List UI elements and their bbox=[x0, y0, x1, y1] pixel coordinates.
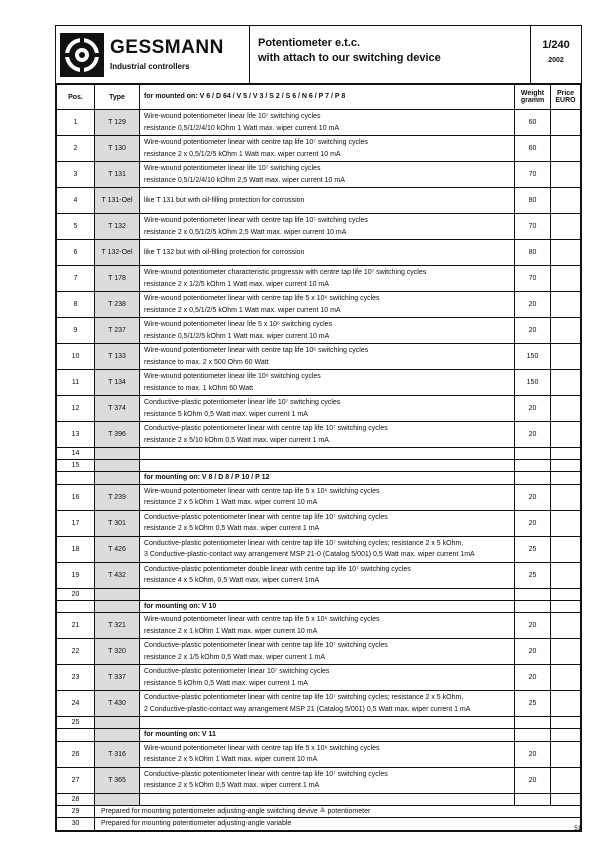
row-price bbox=[551, 396, 581, 422]
row-description-line-1: Conductive-plastic potentiometer linear life 10⁷ switching cycles bbox=[144, 399, 341, 406]
row-type bbox=[95, 448, 140, 460]
row-price bbox=[551, 510, 581, 536]
row-type: T 426 bbox=[95, 536, 140, 562]
row-weight bbox=[515, 588, 551, 600]
row-description-line-2: 2 Conductive-plastic-contact way arrangement MSP 21 (Catalog 5/001) 0,5 Watt max. wiper current 1 mA bbox=[144, 705, 471, 713]
table-header-row bbox=[57, 85, 581, 110]
row-description-line-1: like T 131 but with oil-filling protection for corrossion bbox=[144, 196, 305, 204]
row-type: T 132 bbox=[95, 214, 140, 240]
row-description bbox=[140, 562, 515, 588]
row-price bbox=[551, 717, 581, 729]
table-row-empty bbox=[57, 460, 581, 472]
row-description-line-2: resistance 2 x 5 kOhm 1 Watt max. wiper current 10 mA bbox=[144, 756, 318, 763]
table-row-empty bbox=[57, 448, 581, 460]
table-row bbox=[57, 510, 581, 536]
row-pos: 24 bbox=[57, 691, 95, 717]
row-price bbox=[551, 370, 581, 396]
row-pos: 28 bbox=[57, 793, 95, 805]
row-pos bbox=[57, 472, 95, 485]
row-type: T 132-Oel bbox=[95, 240, 140, 266]
row-pos: 6 bbox=[57, 240, 95, 266]
row-pos: 25 bbox=[57, 717, 95, 729]
row-weight: 20 bbox=[515, 741, 551, 767]
row-type: T 178 bbox=[95, 266, 140, 292]
row-description-line-2: resistance 5 kOhm 0,5 Watt max. wiper current 1 mA bbox=[144, 679, 308, 687]
table-body bbox=[57, 110, 581, 831]
section-heading: for mounting on: V 10 bbox=[140, 600, 515, 613]
row-description-line-1: Conductive-plastic potentiometer linear 10⁷ switching cycles bbox=[144, 668, 330, 675]
row-price bbox=[551, 448, 581, 460]
table-row bbox=[57, 613, 581, 639]
row-pos: 7 bbox=[57, 266, 95, 292]
section-heading-row bbox=[57, 729, 581, 742]
row-pos: 2 bbox=[57, 136, 95, 162]
row-description bbox=[140, 448, 515, 460]
row-description bbox=[140, 370, 515, 396]
row-type: T 131 bbox=[95, 162, 140, 188]
row-description bbox=[140, 214, 515, 240]
row-type bbox=[95, 600, 140, 613]
row-type bbox=[95, 793, 140, 805]
row-type: T 430 bbox=[95, 691, 140, 717]
row-description bbox=[140, 396, 515, 422]
row-pos: 15 bbox=[57, 460, 95, 472]
row-description bbox=[140, 613, 515, 639]
section-heading: for mounting on: V 8 / D 8 / P 10 / P 12 bbox=[140, 472, 515, 485]
row-weight: 150 bbox=[515, 344, 551, 370]
row-description bbox=[140, 188, 515, 214]
table-row bbox=[57, 292, 581, 318]
table-row bbox=[57, 639, 581, 665]
row-description-line-1: Wire-wound potentiometer linear with centre tap life 10⁶ switching cycles bbox=[144, 347, 369, 354]
row-price bbox=[551, 613, 581, 639]
row-type: T 321 bbox=[95, 613, 140, 639]
table-row bbox=[57, 767, 581, 793]
row-description bbox=[140, 266, 515, 292]
row-type: T 337 bbox=[95, 665, 140, 691]
row-pos: 16 bbox=[57, 484, 95, 510]
row-description-line-1: Conductive-plastic potentiometer linear with centre tap life 10⁷ switching cycles bbox=[144, 770, 388, 778]
row-description bbox=[140, 292, 515, 318]
row-price bbox=[551, 588, 581, 600]
row-description-line-1: Wire-wound potentiometer linear with centre tap life 5 x 10⁶ switching cycles bbox=[144, 487, 380, 495]
row-price bbox=[551, 344, 581, 370]
row-pos: 22 bbox=[57, 639, 95, 665]
row-pos: 30 bbox=[57, 818, 95, 831]
col-price-header: Price EURO bbox=[551, 85, 581, 110]
table-row-empty bbox=[57, 717, 581, 729]
row-type bbox=[95, 460, 140, 472]
row-description-line-1: Wire-wound potentiometer linear life 5 x 10⁶ switching cycles bbox=[144, 321, 333, 328]
row-description-line-1: Conductive-plastic potentiometer linear with centre tap life 10⁷ switching cycles; resistance 2 x 5 kOhm, bbox=[144, 539, 464, 547]
row-weight: 150 bbox=[515, 370, 551, 396]
row-type: T 130 bbox=[95, 136, 140, 162]
row-description-line-2: resistance 0,5/1/2/5 kOhm 1 Watt max. wiper current 10 mA bbox=[144, 332, 330, 340]
row-description-line-2: resistance 2 x 1/5 kOhm 0,5 Watt max. wiper current 1 mA bbox=[144, 653, 326, 661]
row-price bbox=[551, 136, 581, 162]
table-row bbox=[57, 691, 581, 717]
row-description-line-2: resistance 4 x 5 kOhm, 0,5 Watt max. wiper current 1mA bbox=[144, 577, 320, 584]
row-description-line-1: Wire-wound potentiometer linear with centre tap life 10⁷ switching cycles bbox=[144, 217, 368, 224]
row-price bbox=[551, 460, 581, 472]
row-weight: 60 bbox=[515, 136, 551, 162]
row-description-line-2: resistance 2 x 0,5/1/2/5 kOhm 1 Watt max. wiper current 10 mA bbox=[144, 306, 341, 314]
row-pos: 21 bbox=[57, 613, 95, 639]
row-description bbox=[140, 588, 515, 600]
table-row bbox=[57, 536, 581, 562]
row-weight: 70 bbox=[515, 266, 551, 292]
row-description bbox=[140, 162, 515, 188]
row-description bbox=[140, 240, 515, 266]
row-type: T 133 bbox=[95, 344, 140, 370]
table-row bbox=[57, 665, 581, 691]
row-description bbox=[140, 110, 515, 136]
table-row bbox=[57, 562, 581, 588]
row-pos: 9 bbox=[57, 318, 95, 344]
row-weight bbox=[515, 717, 551, 729]
brand-subtitle: Industrial controllers bbox=[110, 62, 190, 71]
row-description bbox=[140, 717, 515, 729]
row-type: T 131-Oel bbox=[95, 188, 140, 214]
row-description-line-2: resistance 0,5/1/2/4/10 kOhm 1 Watt max. wiper current 10 mA bbox=[144, 124, 340, 132]
row-price bbox=[551, 665, 581, 691]
row-weight bbox=[515, 600, 551, 613]
row-pos: 8 bbox=[57, 292, 95, 318]
row-price bbox=[551, 729, 581, 742]
row-type: T 134 bbox=[95, 370, 140, 396]
row-price bbox=[551, 741, 581, 767]
row-pos: 20 bbox=[57, 588, 95, 600]
row-price bbox=[551, 318, 581, 344]
row-type: T 316 bbox=[95, 741, 140, 767]
row-description bbox=[140, 793, 515, 805]
section-heading-row bbox=[57, 600, 581, 613]
brand-name: GESSMANN bbox=[110, 37, 224, 58]
row-pos: 19 bbox=[57, 562, 95, 588]
row-description-line-1: Wire-wound potentiometer linear life 10⁷ switching cycles bbox=[144, 113, 321, 120]
row-weight bbox=[515, 472, 551, 485]
row-description bbox=[140, 344, 515, 370]
row-description-line-2: resistance 2 x 1 kOhm 1 Watt max. wiper current 10 mA bbox=[144, 627, 318, 635]
row-weight bbox=[515, 793, 551, 805]
row-description-line-1: Conductive-plastic potentiometer linear with centre tap life 10⁷ switching cycles bbox=[144, 513, 388, 521]
row-description-line-2: resistance 2 x 0,5/1/2/5 kOhm 1 Watt max. wiper current 10 mA bbox=[144, 150, 341, 158]
row-weight bbox=[515, 729, 551, 742]
row-description-line-2: resistance to max. 1 kOhm 60 Watt bbox=[144, 384, 254, 392]
row-weight: 20 bbox=[515, 318, 551, 344]
row-description-line-1: Wire-wound potentiometer linear with centre tap life 5 x 10⁶ switching cycles bbox=[144, 616, 380, 623]
table-row bbox=[57, 344, 581, 370]
row-type: T 301 bbox=[95, 510, 140, 536]
row-description-line-1: Conductive-plastic potentiometer linear with centre tap life 10⁷ switching cycles; resistance 2 x 5 kOhm, bbox=[144, 694, 464, 701]
table-row-empty bbox=[57, 588, 581, 600]
row-weight: 20 bbox=[515, 422, 551, 448]
row-price bbox=[551, 767, 581, 793]
note-row bbox=[57, 805, 581, 818]
row-description-line-1: Wire-wound potentiometer linear life 10⁶ switching cycles bbox=[144, 373, 321, 380]
table-row bbox=[57, 318, 581, 344]
row-pos: 10 bbox=[57, 344, 95, 370]
row-weight: 80 bbox=[515, 188, 551, 214]
product-table bbox=[56, 84, 581, 831]
catalog-sheet bbox=[55, 25, 582, 832]
row-note: Prepared for mounting potentiometer adjusting-angle variable bbox=[95, 818, 581, 831]
row-weight bbox=[515, 448, 551, 460]
row-weight: 20 bbox=[515, 484, 551, 510]
row-weight: 25 bbox=[515, 562, 551, 588]
row-weight: 70 bbox=[515, 214, 551, 240]
row-description bbox=[140, 136, 515, 162]
row-type bbox=[95, 729, 140, 742]
row-description-line-2: 3 Conductive-plastic-contact way arrangement MSP 21-0 (Catalog 5/001) 0,5 Watt max. wiper current 1mA bbox=[144, 551, 475, 558]
row-type: T 396 bbox=[95, 422, 140, 448]
row-pos: 13 bbox=[57, 422, 95, 448]
table-row bbox=[57, 484, 581, 510]
catalog-year: 2002 bbox=[548, 57, 564, 64]
catalog-page-number: 1/240 bbox=[542, 39, 570, 51]
table-row bbox=[57, 240, 581, 266]
row-description bbox=[140, 536, 515, 562]
row-description-line-2: resistance 5 kOhm 0,5 Watt max. wiper current 1 mA bbox=[144, 410, 308, 418]
row-weight: 80 bbox=[515, 240, 551, 266]
row-description bbox=[140, 510, 515, 536]
row-weight: 20 bbox=[515, 639, 551, 665]
row-price bbox=[551, 162, 581, 188]
row-description-line-1: Wire-wound potentiometer linear life 10⁷ switching cycles bbox=[144, 165, 321, 172]
row-description-line-1: Conductive-plastic potentiometer linear with centre tap life 10⁷ switching cycles bbox=[144, 642, 388, 649]
row-pos: 29 bbox=[57, 805, 95, 818]
row-type: T 320 bbox=[95, 639, 140, 665]
brand-block bbox=[56, 26, 250, 83]
col-pos-header: Pos. bbox=[57, 85, 95, 110]
row-description bbox=[140, 460, 515, 472]
row-price bbox=[551, 214, 581, 240]
row-price bbox=[551, 240, 581, 266]
row-type: T 365 bbox=[95, 767, 140, 793]
row-weight: 20 bbox=[515, 767, 551, 793]
row-price bbox=[551, 292, 581, 318]
footer-page-number: 51 bbox=[574, 826, 581, 832]
row-price bbox=[551, 536, 581, 562]
row-price bbox=[551, 472, 581, 485]
row-pos bbox=[57, 600, 95, 613]
table-row bbox=[57, 266, 581, 292]
document-title bbox=[250, 26, 531, 83]
row-type: T 239 bbox=[95, 484, 140, 510]
row-description-line-1: Conductive-plastic potentiometer double linear with centre tap life 10⁷ switching cycles bbox=[144, 565, 411, 573]
row-pos: 17 bbox=[57, 510, 95, 536]
row-type: T 129 bbox=[95, 110, 140, 136]
row-pos: 11 bbox=[57, 370, 95, 396]
row-type: T 238 bbox=[95, 292, 140, 318]
table-row bbox=[57, 741, 581, 767]
table-row bbox=[57, 214, 581, 240]
col-type-header: Type bbox=[95, 85, 140, 110]
table-row bbox=[57, 162, 581, 188]
row-weight: 70 bbox=[515, 162, 551, 188]
row-pos: 4 bbox=[57, 188, 95, 214]
row-description-line-1: Conductive-plastic potentiometer linear with centre tap life 10⁷ switching cycles bbox=[144, 425, 388, 432]
row-weight: 25 bbox=[515, 691, 551, 717]
row-pos: 12 bbox=[57, 396, 95, 422]
table-row-empty bbox=[57, 793, 581, 805]
sheet-header bbox=[56, 26, 581, 84]
row-price bbox=[551, 562, 581, 588]
row-description bbox=[140, 318, 515, 344]
row-description-line-2: resistance to max. 2 x 500 Ohm 60 Watt bbox=[144, 358, 269, 366]
row-price bbox=[551, 691, 581, 717]
row-description-line-2: resistance 2 x 1/2/5 kOhm 1 Watt max. wiper current 10 mA bbox=[144, 280, 329, 288]
row-pos: 3 bbox=[57, 162, 95, 188]
row-weight bbox=[515, 460, 551, 472]
row-pos: 1 bbox=[57, 110, 95, 136]
row-description-line-2: resistance 2 x 0,5/1/2/5 kOhm 2,5 Watt max. wiper current 10 mA bbox=[144, 228, 347, 236]
row-pos: 26 bbox=[57, 741, 95, 767]
row-description bbox=[140, 741, 515, 767]
row-description bbox=[140, 691, 515, 717]
table-row bbox=[57, 188, 581, 214]
row-weight: 20 bbox=[515, 613, 551, 639]
col-desc-header: for mounted on: V 6 / D 64 / V 5 / V 3 / S 2 / S 6 / N 6 / P 7 / P 8 bbox=[140, 85, 515, 110]
row-description-line-2: resistance 2 x 5/10 kOhm 0,5 Watt max. wiper current 1 mA bbox=[144, 436, 329, 444]
row-pos: 27 bbox=[57, 767, 95, 793]
row-pos: 18 bbox=[57, 536, 95, 562]
row-price bbox=[551, 422, 581, 448]
row-type bbox=[95, 717, 140, 729]
table-row bbox=[57, 370, 581, 396]
row-pos: 5 bbox=[57, 214, 95, 240]
row-weight: 20 bbox=[515, 396, 551, 422]
row-price bbox=[551, 188, 581, 214]
row-description bbox=[140, 484, 515, 510]
row-price bbox=[551, 600, 581, 613]
row-description-line-1: Wire-wound potentiometer characteristic progressiv with centre tap life 10⁷ switching cycles bbox=[144, 269, 427, 276]
note-row bbox=[57, 818, 581, 831]
row-weight: 20 bbox=[515, 665, 551, 691]
row-description-line-1: Wire-wound potentiometer linear with centre tap life 5 x 10⁶ switching cycles bbox=[144, 744, 380, 752]
row-description-line-2: resistance 0,5/1/2/4/10 kOhm 2,5 Watt max. wiper current 10 mA bbox=[144, 176, 345, 184]
row-type bbox=[95, 472, 140, 485]
row-weight: 20 bbox=[515, 292, 551, 318]
row-weight: 60 bbox=[515, 110, 551, 136]
row-type bbox=[95, 588, 140, 600]
row-pos bbox=[57, 729, 95, 742]
row-weight: 25 bbox=[515, 536, 551, 562]
title-line-1: Potentiometer e.t.c. bbox=[258, 37, 361, 49]
title-line-2: with attach to our switching device bbox=[258, 52, 441, 64]
row-price bbox=[551, 484, 581, 510]
row-pos: 14 bbox=[57, 448, 95, 460]
row-description bbox=[140, 767, 515, 793]
gessmann-logo-icon bbox=[60, 33, 104, 77]
row-description bbox=[140, 422, 515, 448]
row-price bbox=[551, 266, 581, 292]
row-price bbox=[551, 793, 581, 805]
page-reference bbox=[531, 26, 581, 83]
row-note: Prepared for mounting potentiometer adjusting-angle switching devive ≙ potentiometer bbox=[95, 805, 581, 818]
row-description-line-2: resistance 2 x 5 kOhm 0,5 Watt max. wiper current 1 mA bbox=[144, 525, 320, 532]
table-row bbox=[57, 136, 581, 162]
table-row bbox=[57, 110, 581, 136]
section-heading-row bbox=[57, 472, 581, 485]
row-description-line-2: resistance 2 x 5 kOhm 1 Watt max. wiper current 10 mA bbox=[144, 499, 318, 506]
row-price bbox=[551, 110, 581, 136]
row-description bbox=[140, 639, 515, 665]
table-row bbox=[57, 396, 581, 422]
row-type: T 237 bbox=[95, 318, 140, 344]
row-description bbox=[140, 665, 515, 691]
col-weight-header: Weight gramm bbox=[515, 85, 551, 110]
row-description-line-1: Wire-wound potentiometer linear with centre tap life 5 x 10⁶ switching cycles bbox=[144, 295, 380, 302]
row-price bbox=[551, 639, 581, 665]
row-type: T 374 bbox=[95, 396, 140, 422]
table-row bbox=[57, 422, 581, 448]
row-description-line-1: Wire-wound potentiometer linear with centre tap life 10⁷ switching cycles bbox=[144, 139, 368, 146]
section-heading: for mounting on: V 11 bbox=[140, 729, 515, 742]
row-description-line-2: resistance 2 x 5 kOhm 0,5 Watt max. wiper current 1 mA bbox=[144, 782, 320, 789]
row-weight: 20 bbox=[515, 510, 551, 536]
row-type: T 432 bbox=[95, 562, 140, 588]
row-pos: 23 bbox=[57, 665, 95, 691]
row-description-line-1: like T 132 but with oil-filling protection for corrossion bbox=[144, 248, 305, 256]
